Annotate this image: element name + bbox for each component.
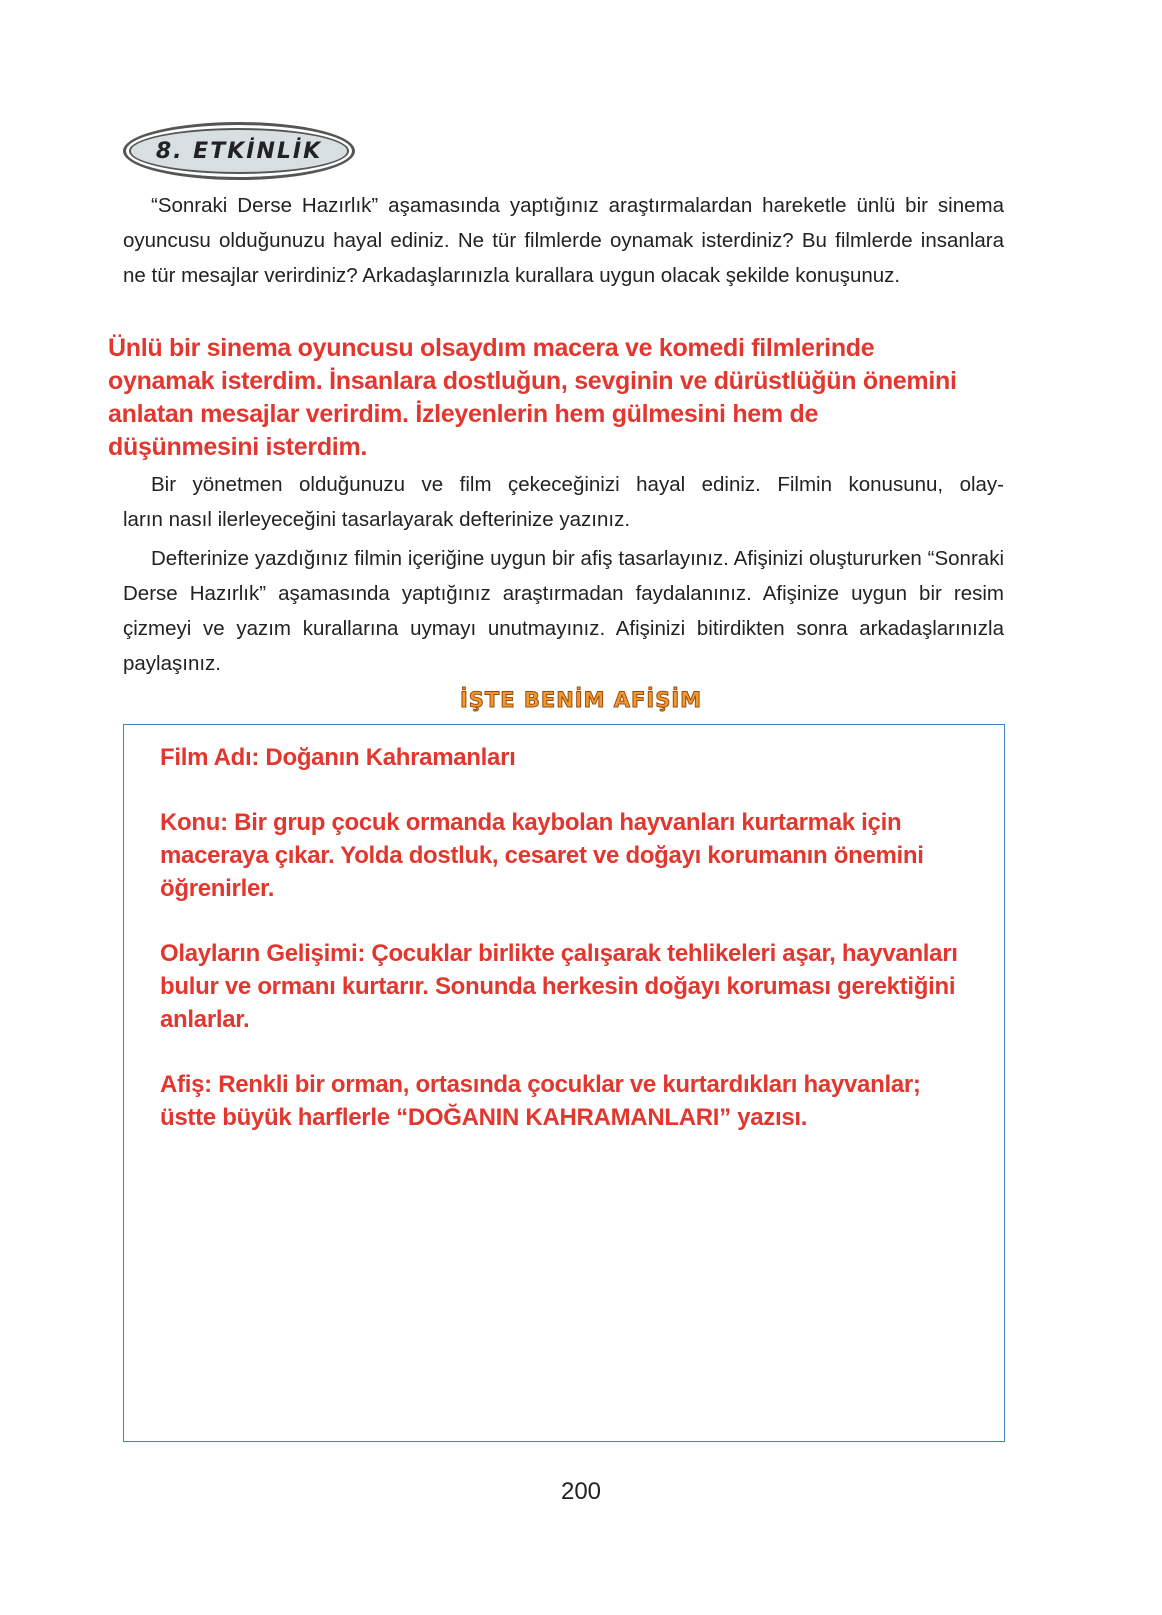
- instruction-paragraph-2-end: [123, 502, 1004, 537]
- poster-description: Afiş: Renkli bir orman, ortasında çocuklar ve kurtardıkları hayvanlar; üstte büyük harflerle “DOĞANIN KAHRAMANLARI” yazısı.: [160, 1071, 921, 1131]
- poster-plot: Olayların Gelişimi: Çocuklar birlikte çalışarak tehlikeleri aşar, hayvanları bulur ve ormanı kurtarır. Sonunda herkesin doğayı koruması gerektiğini anlarlar.: [160, 940, 958, 1033]
- instruction-paragraph-2-start: [123, 467, 1004, 502]
- poster-title: İŞTE BENİM AFİŞİM: [459, 688, 703, 712]
- activity-badge: [123, 122, 355, 180]
- instruction-text: Bir yönetmen olduğunuzu ve film çekeceğinizi hayal ediniz. Filmin konusunu, olay-: [151, 473, 1004, 496]
- poster-film-name: Film Adı: Doğanın Kahramanları: [160, 744, 516, 771]
- instruction-text: ların nasıl ilerleyeceğini tasarlayarak defterinize yazınız.: [123, 508, 631, 531]
- activity-badge-label: 8. ETKİNLİK: [155, 138, 323, 164]
- instruction-text: “Sonraki Derse Hazırlık” aşamasında yaptığınız araştırmalardan hareketle ünlü bir sinema oyuncusu olduğunuzu hayal ediniz. Ne tür filmlerde oynamak isterdiniz? Bu filmlerde insanlara ne tür mesajlar verirdiniz? Arkadaşlarınızla kurallara uygun olacak şekilde konuşunuz.: [123, 194, 1004, 287]
- answer-line: anlatan mesajlar verirdim. İzleyenlerin hem gülmesini hem de: [108, 400, 819, 428]
- answer-line: Ünlü bir sinema oyuncusu olsaydım macera ve komedi filmlerinde: [108, 334, 875, 362]
- answer-text: [108, 332, 1008, 464]
- instruction-text: Defterinize yazdığınız filmin içeriğine uygun bir afiş tasarlayınız. Afişinizi oluştururken “Sonraki Derse Hazırlık” aşamasında yaptığınız araştırmadan faydalanınız. Afişinize uygun bir resim çizmeyi ve yazım kurallarına uymayı unutmayınız. Afişinizi bitirdikten sonra arkadaşlarınızla paylaşınız.: [123, 547, 1004, 675]
- instruction-paragraph-1: [123, 188, 1004, 293]
- poster-subject: Konu: Bir grup çocuk ormanda kaybolan hayvanları kurtarmak için maceraya çıkar. Yolda dostluk, cesaret ve doğayı korumanın önemini öğrenirler.: [160, 809, 924, 902]
- page-number: 200: [560, 1478, 602, 1505]
- instruction-paragraph-3: [123, 541, 1004, 681]
- poster-box: [123, 724, 1005, 1442]
- answer-line: oynamak isterdim. İnsanlara dostluğun, sevginin ve dürüstlüğün önemini: [108, 367, 957, 395]
- answer-line: düşünmesini isterdim.: [108, 433, 368, 461]
